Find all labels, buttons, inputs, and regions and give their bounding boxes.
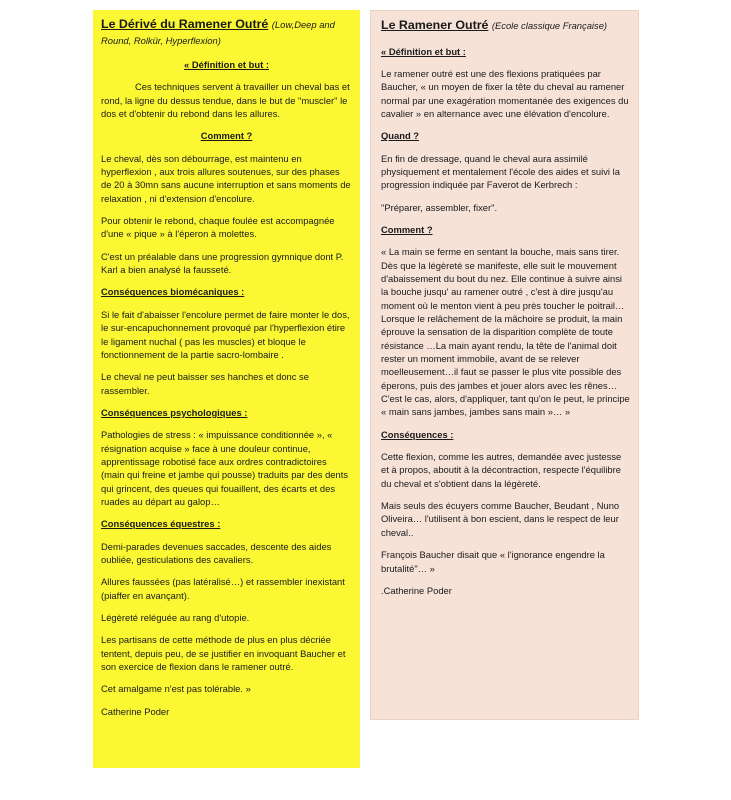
left-title [101,17,352,48]
left-heading-biomecaniques: Conséquences biomécaniques : [101,286,245,298]
left-heading-definition: « Définition et but : [184,59,269,70]
left-title-main: Le Dérivé du Ramener Outré [101,17,269,31]
left-paragraph-biomec-2: Le cheval ne peut baisser ses hanches et donc se rassembler. [101,371,309,396]
left-paragraph-comment-2: Pour obtenir le rebond, chaque foulée est accompagnée d'une « pique » à l'éperon à molettes. [101,215,335,240]
right-heading-definition: « Définition et but : [381,45,466,57]
right-heading-comment: Comment ? [381,223,433,235]
right-heading-quand: Quand ? [381,130,420,142]
right-paragraph-quand-1: En fin de dressage, quand le cheval aura assimilé physiquement et mentalement l'école des aides et suivi la progression indiquée par Faverot de Kerbrech : [381,152,620,191]
left-paragraph-equestre-1: Demi-parades devenues saccades, descente des aides oubliée, gesticulations des cavaliers. [101,540,332,565]
right-paragraph-comment: « La main se ferme en sentant la bouche, mais sans tirer. Dès que la légèreté se manifeste, elle suit le mouvement d'abaissement du bout du nez. Elle continue à suivre ainsi la bouche jusqu' au ramener outré , c'est à dire jusqu'au moment où le menton vient à peu près toucher le poitrail…Lorsque le relâchement de la mâchoire se produit, la main éprouve la sensation de la disparition complète de toute résistance …La main ayant rendu, la tête de l'animal doit rester un moment immobile, avant de se relever moelleusement…il faut se passer le plus vite possible des éperons, puis des jambes et jouer alors avec les rênes…C'est le cas, alors, d'appliquer, tant qu'on le peut, le principe « main sans jambes, jambes sans main »… » [381,246,630,418]
right-heading-consequences: Conséquences : [381,428,454,440]
left-heading-comment: Comment ? [200,130,253,142]
left-paragraph-comment-1: Le cheval, dès son débourrage, est maintenu en hyperflexion , aux trois allures soutenues, sur des phases de 20 à 30mn sans aucune interruption et sans moments de relaxation , ni d'extension d'encolure. [101,152,351,204]
right-title-main: Le Ramener Outré [381,18,489,32]
right-paragraph-quand-2: "Préparer, assembler, fixer". [381,201,498,213]
left-signature: Catherine Poder [101,705,170,717]
left-paragraph-equestre-2: Allures faussées (pas latéralisé…) et rassembler inexistant (piaffer en avançant). [101,576,345,601]
left-paragraph-equestre-3: Légèreté reléguée au rang d'utopie. [101,612,250,623]
right-paragraph-cons-1: Cette flexion, comme les autres, demandée avec justesse et à propos, aboutit à la décontraction, respecte l'équilibre du cheval et s'obtient dans la légèreté. [381,451,622,489]
left-paragraph-biomec-1: Si le fait d'abaisser l'encolure permet de faire monter le dos, le sur-encapuchonnement provoqué par l'hyperflexion étire le ligament nuchal ( pas les muscles) et bloque le fonctionnement de la partie sacro-lombaire . [101,308,350,360]
left-heading-psychologiques: Conséquences psychologiques : [101,406,248,418]
right-paragraph-cons-2: Mais seuls des écuyers comme Baucher, Beudant , Nuno Oliveira… l'utilisent à bon escient, dans le respect de leur cheval.. [381,500,620,538]
left-column-yellow [93,10,360,768]
right-title [381,18,630,34]
left-paragraph-comment-3: C'est un préalable dans une progression gymnique dont P. Karl a bien analysé la fausseté. [101,250,344,276]
right-paragraph-definition: Le ramener outré est une des flexions pratiquées par Baucher, « un moyen de fixer la tête du cheval au ramener normal par une exagération momentanée des exigences du cavalier » en alternance avec une élévation d'encolure. [381,67,629,119]
left-heading-equestres: Conséquences équestres : [101,518,221,530]
left-paragraph-definition: Ces techniques servent à travailler un cheval bas et rond, la ligne du dessus tendue, dans le but de "muscler" le dos et d'obtenir du rebond dans les allures. [101,81,350,120]
right-paragraph-cons-3: François Baucher disait que « l'ignorance engendre la brutalité"… » [381,549,605,574]
left-paragraph-psycho: Pathologies de stress : « impuissance conditionnée », « résignation acquise » face à une douleur continue, apprentissage robotisé face aux ordres contradictoires (main qui freine et jambe qui pousse) traduits par des dents qui grincent, des queues qui fouaillent, des écarts et des ruades au départ au galop… [101,429,349,507]
left-paragraph-equestre-4: Les partisans de cette méthode de plus en plus décriée tentent, depuis peu, de se justifier en invoquant Baucher et son exercice de flexion dans le ramener outré. [101,634,346,673]
right-title-subtitle: (Ecole classique Française) [491,20,608,31]
left-paragraph-equestre-5: Cet amalgame n'est pas tolérable. » [101,683,251,695]
right-signature: .Catherine Poder [381,584,452,596]
right-column-peach [370,10,639,720]
left-title-subtitle: (Low,Deep and Round, Rolkür, Hyperflexion) [101,19,335,46]
